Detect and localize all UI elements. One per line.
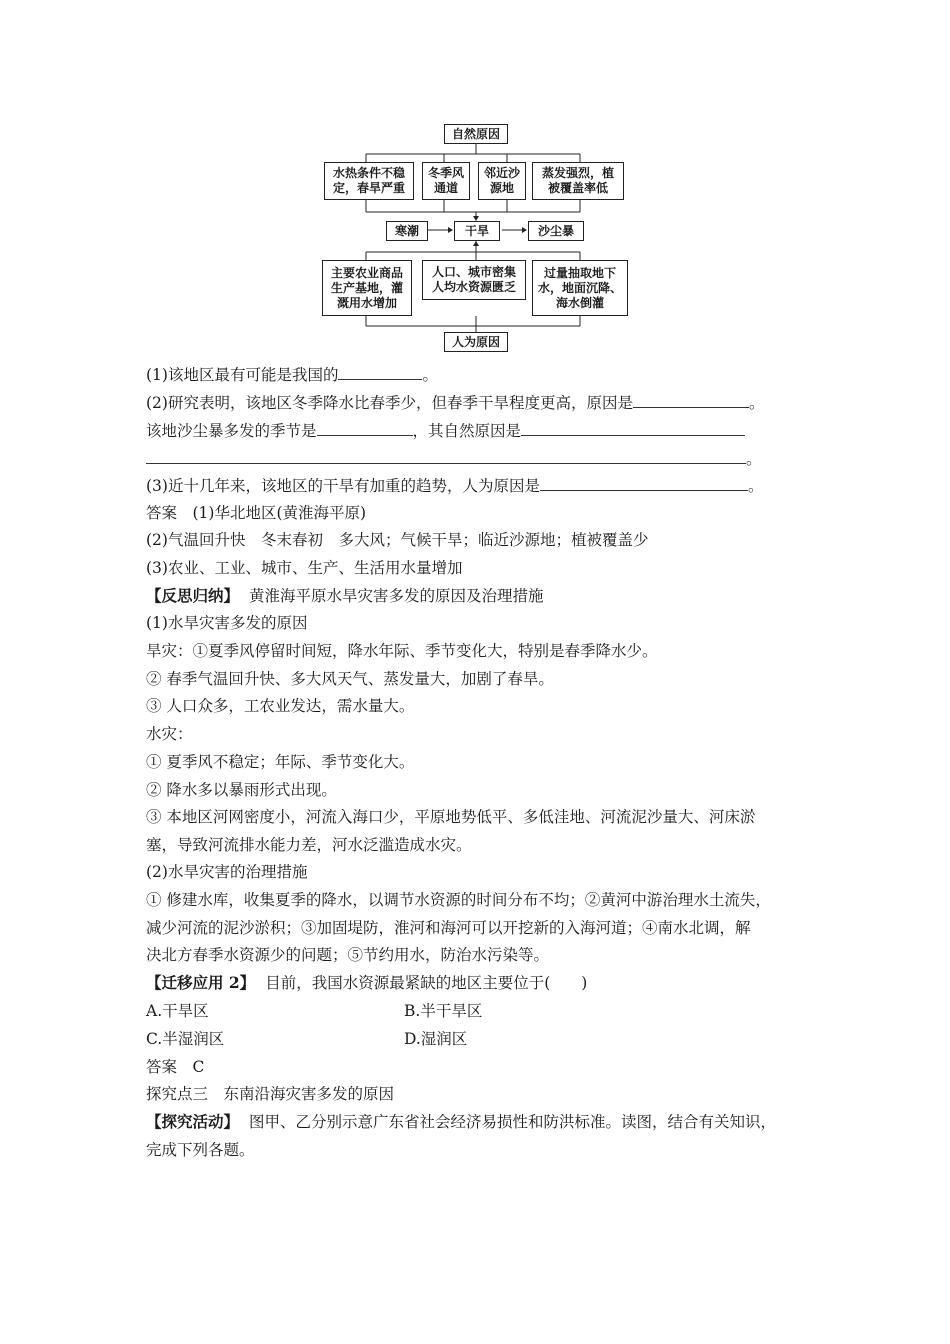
reflect-line-2: 旱灾：①夏季风停留时间短，降水年际、季节变化大，特别是春季降水少。 [146,642,658,660]
question-2c-end: 。 [746,450,762,468]
cold-wave-label: 寒潮 [394,223,419,238]
question-1-text: (1)该地区最有可能是我国的 [146,366,339,384]
answer-blank[interactable] [146,448,746,464]
question-2b [146,420,745,441]
sandstorm-box [528,221,584,241]
natural-box-3-text: 邻近沙 源地 [483,166,520,195]
transfer-tag: 【迁移应用 2】 [146,973,256,992]
reflect-heading [146,586,544,606]
question-1-end: 。 [422,366,438,384]
question-2b-text1: 该地沙尘暴多发的季节是 [146,422,317,440]
drought-cause-diagram [318,120,634,352]
reflect-line-10: (2)水旱灾害的治理措施 [146,863,308,881]
question-3-text: (3)近十几年来，该地区的干旱有加重的趋势，人为原因是 [146,477,540,495]
answer-blank[interactable] [317,420,413,436]
natural-box-2-text: 冬季风 通道 [427,166,464,195]
explore-title: 探究点三 东南沿海灾害多发的原因 [146,1085,395,1103]
question-2b-text2: ，其自然原因是 [412,422,522,440]
reflect-line-1: (1)水旱灾害多发的原因 [146,614,308,632]
option-c[interactable]: C.半湿润区 [146,1030,225,1048]
answer-blank[interactable] [338,364,422,380]
natural-cause-box [444,124,508,144]
activity-line-2: 完成下列各题。 [146,1141,255,1159]
option-a[interactable]: A.干旱区 [146,1002,209,1020]
human-box-3 [532,260,628,316]
natural-box-2 [422,162,470,200]
reflect-line-12: 减少河流的泥沙淤积；③加固堤防，淮河和海河可以开挖新的入海河道；④南水北调，解 [146,919,751,937]
natural-cause-label: 自然原因 [451,126,500,141]
answer-c: 答案 C [146,1058,205,1076]
activity-line-1 [146,1112,776,1132]
human-box-2 [422,260,526,300]
question-2 [146,392,764,413]
human-box-1-text: 主要农业商品 生产基地，灌 溉用水增加 [330,265,403,310]
question-3-end: 。 [747,477,764,495]
reflect-line-11: ① 修建水库，收集夏季的降水，以调节水资源的时间分布不均；②黄河中游治理水土流失， [146,891,771,909]
natural-box-3 [478,162,526,200]
answer-3: (3)农业、工业、城市、生产、生活用水量增加 [146,559,463,577]
activity-text: 图甲、乙分别示意广东省社会经济易损性和防洪标准。读图，结合有关知识， [249,1113,777,1131]
reflect-line-9: 塞，导致河流排水能力差，河水泛滥造成水灾。 [146,836,472,854]
answer-2: (2)气温回升快 冬末春初 多大风；气候干旱；临近沙源地；植被覆盖少 [146,531,649,549]
reflect-line-6: ① 夏季风不稳定；年际、季节变化大。 [146,753,415,771]
reflect-line-5: 水灾： [146,725,193,743]
question-2-end: 。 [748,394,765,412]
option-d[interactable]: D.湿润区 [404,1030,468,1048]
reflect-line-4: ③ 人口众多，工农业发达，需水量大。 [146,697,415,715]
answer-blank[interactable] [540,475,748,491]
cold-wave-box [386,221,428,241]
sandstorm-label: 沙尘暴 [537,223,574,238]
reflect-line-3: ② 春季气温回升快、多大风天气、蒸发量大，加剧了春旱。 [146,670,554,688]
reflect-line-8: ③ 本地区河网密度小，河流入海口少，平原地势低平、多低洼地、河流泥沙量大、河床淤 [146,808,756,826]
drought-label: 干旱 [464,223,489,238]
reflect-line-13: 决北方春季水资源少的问题；⑤节约用水，防治水污染等。 [146,946,550,964]
question-2c [146,448,762,469]
reflect-tag: 【反思归纳】 [146,586,240,605]
transfer-question [146,973,587,993]
natural-box-1 [324,162,414,200]
natural-box-4 [532,162,624,200]
transfer-question-text: 目前，我国水资源最紧缺的地区主要位于( ) [265,974,588,992]
answer-1: 答案 (1)华北地区(黄淮海平原) [146,504,367,522]
reflect-title: 黄淮海平原水旱灾害多发的原因及治理措施 [249,587,544,605]
human-cause-label: 人为原因 [451,334,500,349]
question-2-text: (2)研究表明，该地区冬季降水比春季少，但春季干旱程度更高，原因是 [146,394,633,412]
drought-box [454,221,500,241]
human-box-1 [322,260,412,316]
option-b[interactable]: B.半干旱区 [404,1002,483,1020]
question-3 [146,475,763,496]
human-box-3-text: 过量抽取地下 水，地面沉降、 海水倒灌 [537,265,622,310]
human-box-2-text: 人口、城市密集 人均水资源匮乏 [431,265,516,294]
reflect-line-7: ② 降水多以暴雨形式出现。 [146,781,337,799]
natural-box-1-text: 水热条件不稳 定，春旱严重 [332,166,405,195]
human-cause-box [444,332,508,352]
activity-tag: 【探究活动】 [146,1112,240,1131]
natural-box-4-text: 蒸发强烈，植 被覆盖率低 [541,166,614,195]
question-1 [146,364,438,385]
answer-blank[interactable] [521,420,745,436]
answer-blank[interactable] [633,392,749,408]
